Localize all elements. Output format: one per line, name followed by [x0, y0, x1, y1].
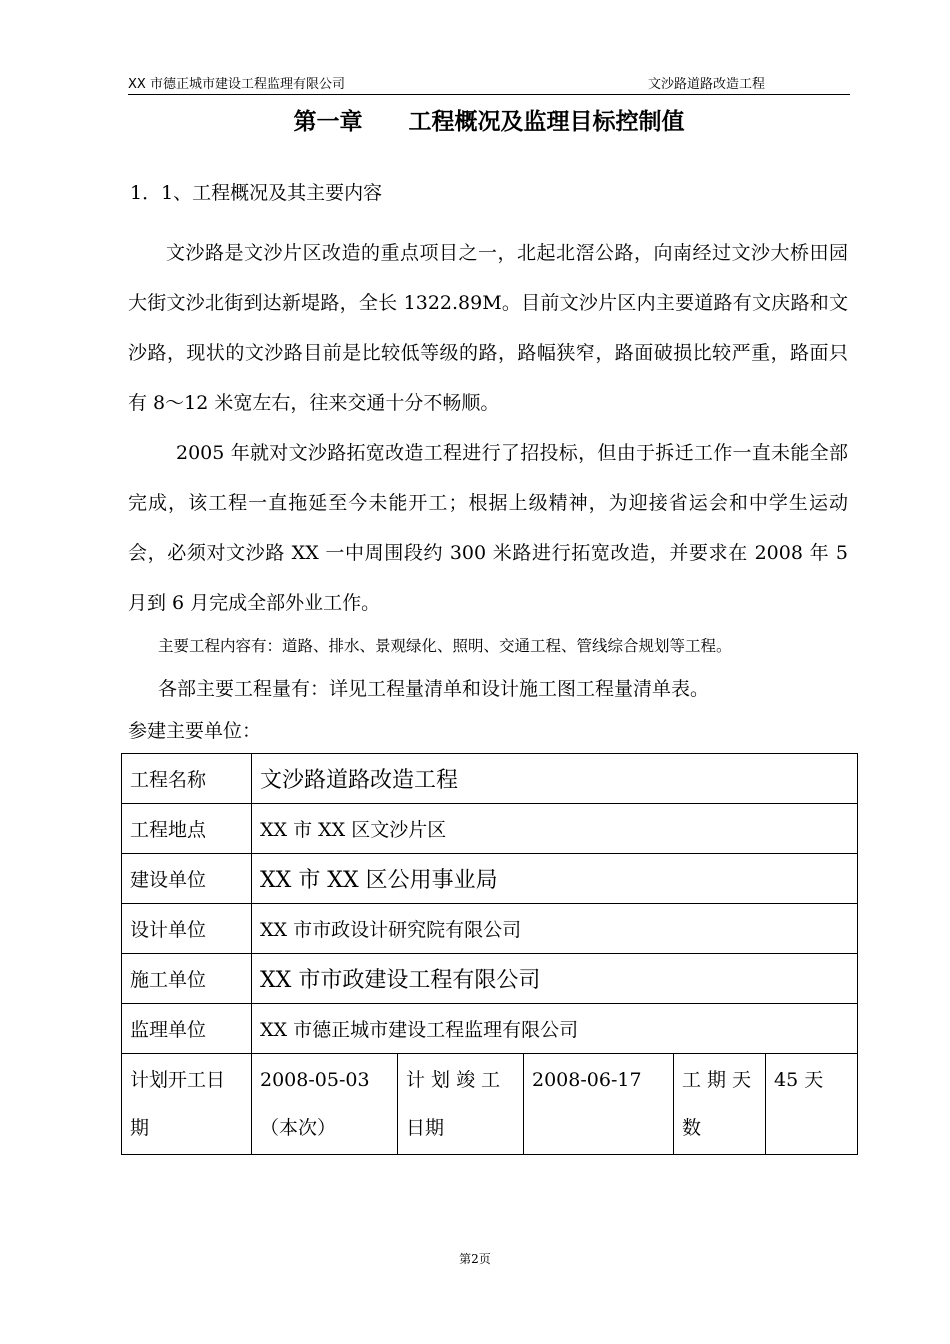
- table-row: [122, 854, 858, 904]
- row-label: 工程名称: [122, 754, 252, 804]
- row-value: 文沙路道路改造工程: [252, 754, 858, 804]
- row-value: XX 市 XX 区文沙片区: [252, 804, 858, 854]
- row-label: 施工单位: [122, 954, 252, 1004]
- row-label: 工程地点: [122, 804, 252, 854]
- page-number: 第2页: [459, 1252, 491, 1266]
- paragraph-overview: 文沙路是文沙片区改造的重点项目之一，北起北滘公路，向南经过文沙大桥田园大街文沙北街到达新堤路，全长 1322.89M。目前文沙片区内主要道路有文庆路和文沙路，现状的文沙路目前是比较低等级的路，路幅狭窄，路面破损比较严重，路面只有 8～12 米宽左右，往来交通十分不畅顺。: [128, 242, 848, 414]
- end-date-label: 计 划 竣 工日期: [398, 1054, 524, 1155]
- row-value: XX 市市政建设工程有限公司: [252, 954, 858, 1004]
- table-row: [122, 804, 858, 854]
- row-label: 建设单位: [122, 854, 252, 904]
- end-date-value: 2008-06-17: [524, 1054, 674, 1155]
- participating-units-table: [121, 753, 858, 1155]
- start-date-label: 计划开工日期: [122, 1054, 252, 1155]
- section-heading: 1．1、工程概况及其主要内容: [130, 182, 383, 204]
- row-value: XX 市德正城市建设工程监理有限公司: [252, 1004, 858, 1054]
- paragraph-history: 2005 年就对文沙路拓宽改造工程进行了招投标，但由于拆迁工作一直未能全部完成，该工程一直拖延至今未能开工；根据上级精神，为迎接省运会和中学生运动会，必须对文沙路 XX 一中周围段约 300 米路进行拓宽改造，并要求在 2008 年 5 月到 6 月完成全部外业工作。: [128, 442, 848, 614]
- main-content-line: 主要工程内容有：道路、排水、景观绿化、照明、交通工程、管线综合规划等工程。: [158, 637, 732, 655]
- quantities-line: 各部主要工程量有：详见工程量清单和设计施工图工程量清单表。: [158, 678, 710, 700]
- header-project: 文沙路道路改造工程: [648, 77, 766, 92]
- table-row: [122, 754, 858, 804]
- row-label: 监理单位: [122, 1004, 252, 1054]
- table-row: [122, 904, 858, 954]
- duration-label: 工 期 天数: [674, 1054, 766, 1155]
- table-row-schedule: [122, 1054, 858, 1155]
- row-value: XX 市市政设计研究院有限公司: [252, 904, 858, 954]
- header-company: XX 市德正城市建设工程监理有限公司: [128, 77, 345, 92]
- duration-value: 45 天: [766, 1054, 858, 1155]
- table-row: [122, 1004, 858, 1054]
- table-row: [122, 954, 858, 1004]
- units-heading: 参建主要单位：: [128, 720, 262, 742]
- chapter-title: 第一章 工程概况及监理目标控制值: [293, 109, 685, 135]
- row-label: 设计单位: [122, 904, 252, 954]
- start-date-value: 2008-05-03（本次）: [252, 1054, 398, 1155]
- row-value: XX 市 XX 区公用事业局: [252, 854, 858, 904]
- page-header: [128, 70, 850, 95]
